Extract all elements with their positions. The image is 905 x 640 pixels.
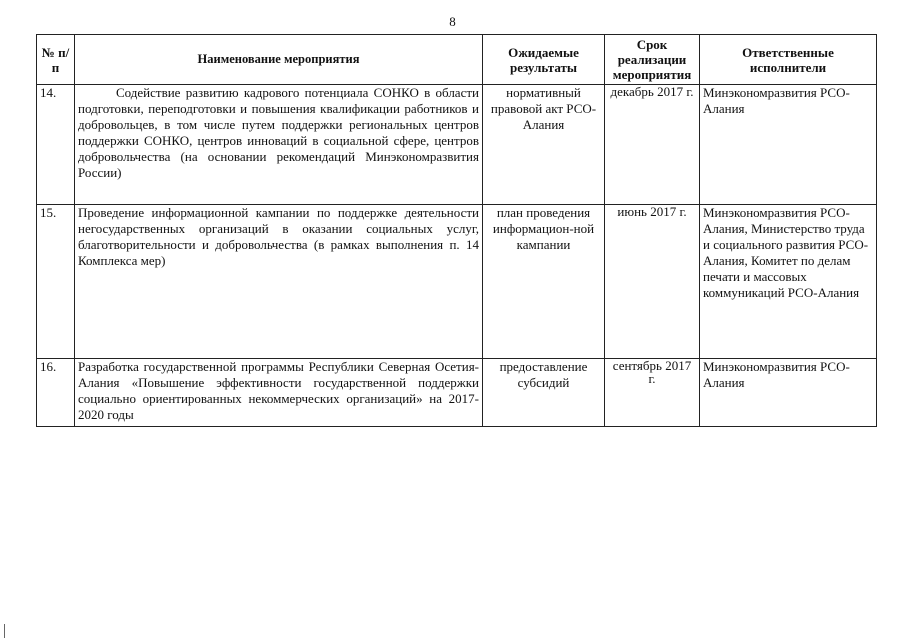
header-measure-name: Наименование мероприятия — [75, 35, 483, 85]
row-measure-name: Проведение информационной кампании по поддержке деятельности негосударственных организаций в оказании социальных услуг, благотворительности и добровольчества (в рамках выполнения п. 14 Комплекса мер) — [75, 205, 483, 359]
row-result: план проведения информацион-ной кампании — [483, 205, 605, 359]
row-measure-text: Содействие развитию кадрового потенциала СОНКО в области подготовки, переподготовки и повышения квалификации работников и добровольцев, в том числе путем поддержки региональных центров поддержки СОНКО, центров инноваций в социальной сфере, центров добровольчества (на основании рекомендаций Минэкономразвития России) — [78, 85, 479, 180]
header-deadline: Срок реализации мероприятия — [605, 35, 700, 85]
row-result: предоставление субсидий — [483, 359, 605, 427]
row-number: 16. — [37, 359, 75, 427]
row-number: 15. — [37, 205, 75, 359]
measures-table — [36, 34, 877, 427]
table-header-row — [37, 35, 877, 85]
row-executors: Минэкономразвития РСО-Алания — [700, 359, 877, 427]
row-measure-name: Разработка государственной программы Республики Северная Осетия-Алания «Повышение эффективности государственной поддержки социально ориентированных некоммерческих организаций» на 2017-2020 годы — [75, 359, 483, 427]
row-number: 14. — [37, 85, 75, 205]
table-row — [37, 205, 877, 359]
page-number: 8 — [449, 14, 456, 29]
row-deadline: июнь 2017 г. — [605, 205, 700, 359]
row-result: нормативный правовой акт РСО-Алания — [483, 85, 605, 205]
row-deadline: декабрь 2017 г. — [605, 85, 700, 205]
scan-margin-mark — [4, 624, 5, 638]
table-row — [37, 359, 877, 427]
row-executors: Минэкономразвития РСО-Алания, Министерство труда и социального развития РСО-Алания, Комитет по делам печати и массовых коммуникаций РСО-Алания — [700, 205, 877, 359]
row-measure-name — [75, 85, 483, 205]
row-executors: Минэкономразвития РСО-Алания — [700, 85, 877, 205]
header-expected-results: Ожидаемые результаты — [483, 35, 605, 85]
header-number: № п/п — [37, 35, 75, 85]
table-row — [37, 85, 877, 205]
header-executors: Ответственные исполнители — [700, 35, 877, 85]
row-deadline: сентябрь 2017 г. — [605, 359, 700, 427]
